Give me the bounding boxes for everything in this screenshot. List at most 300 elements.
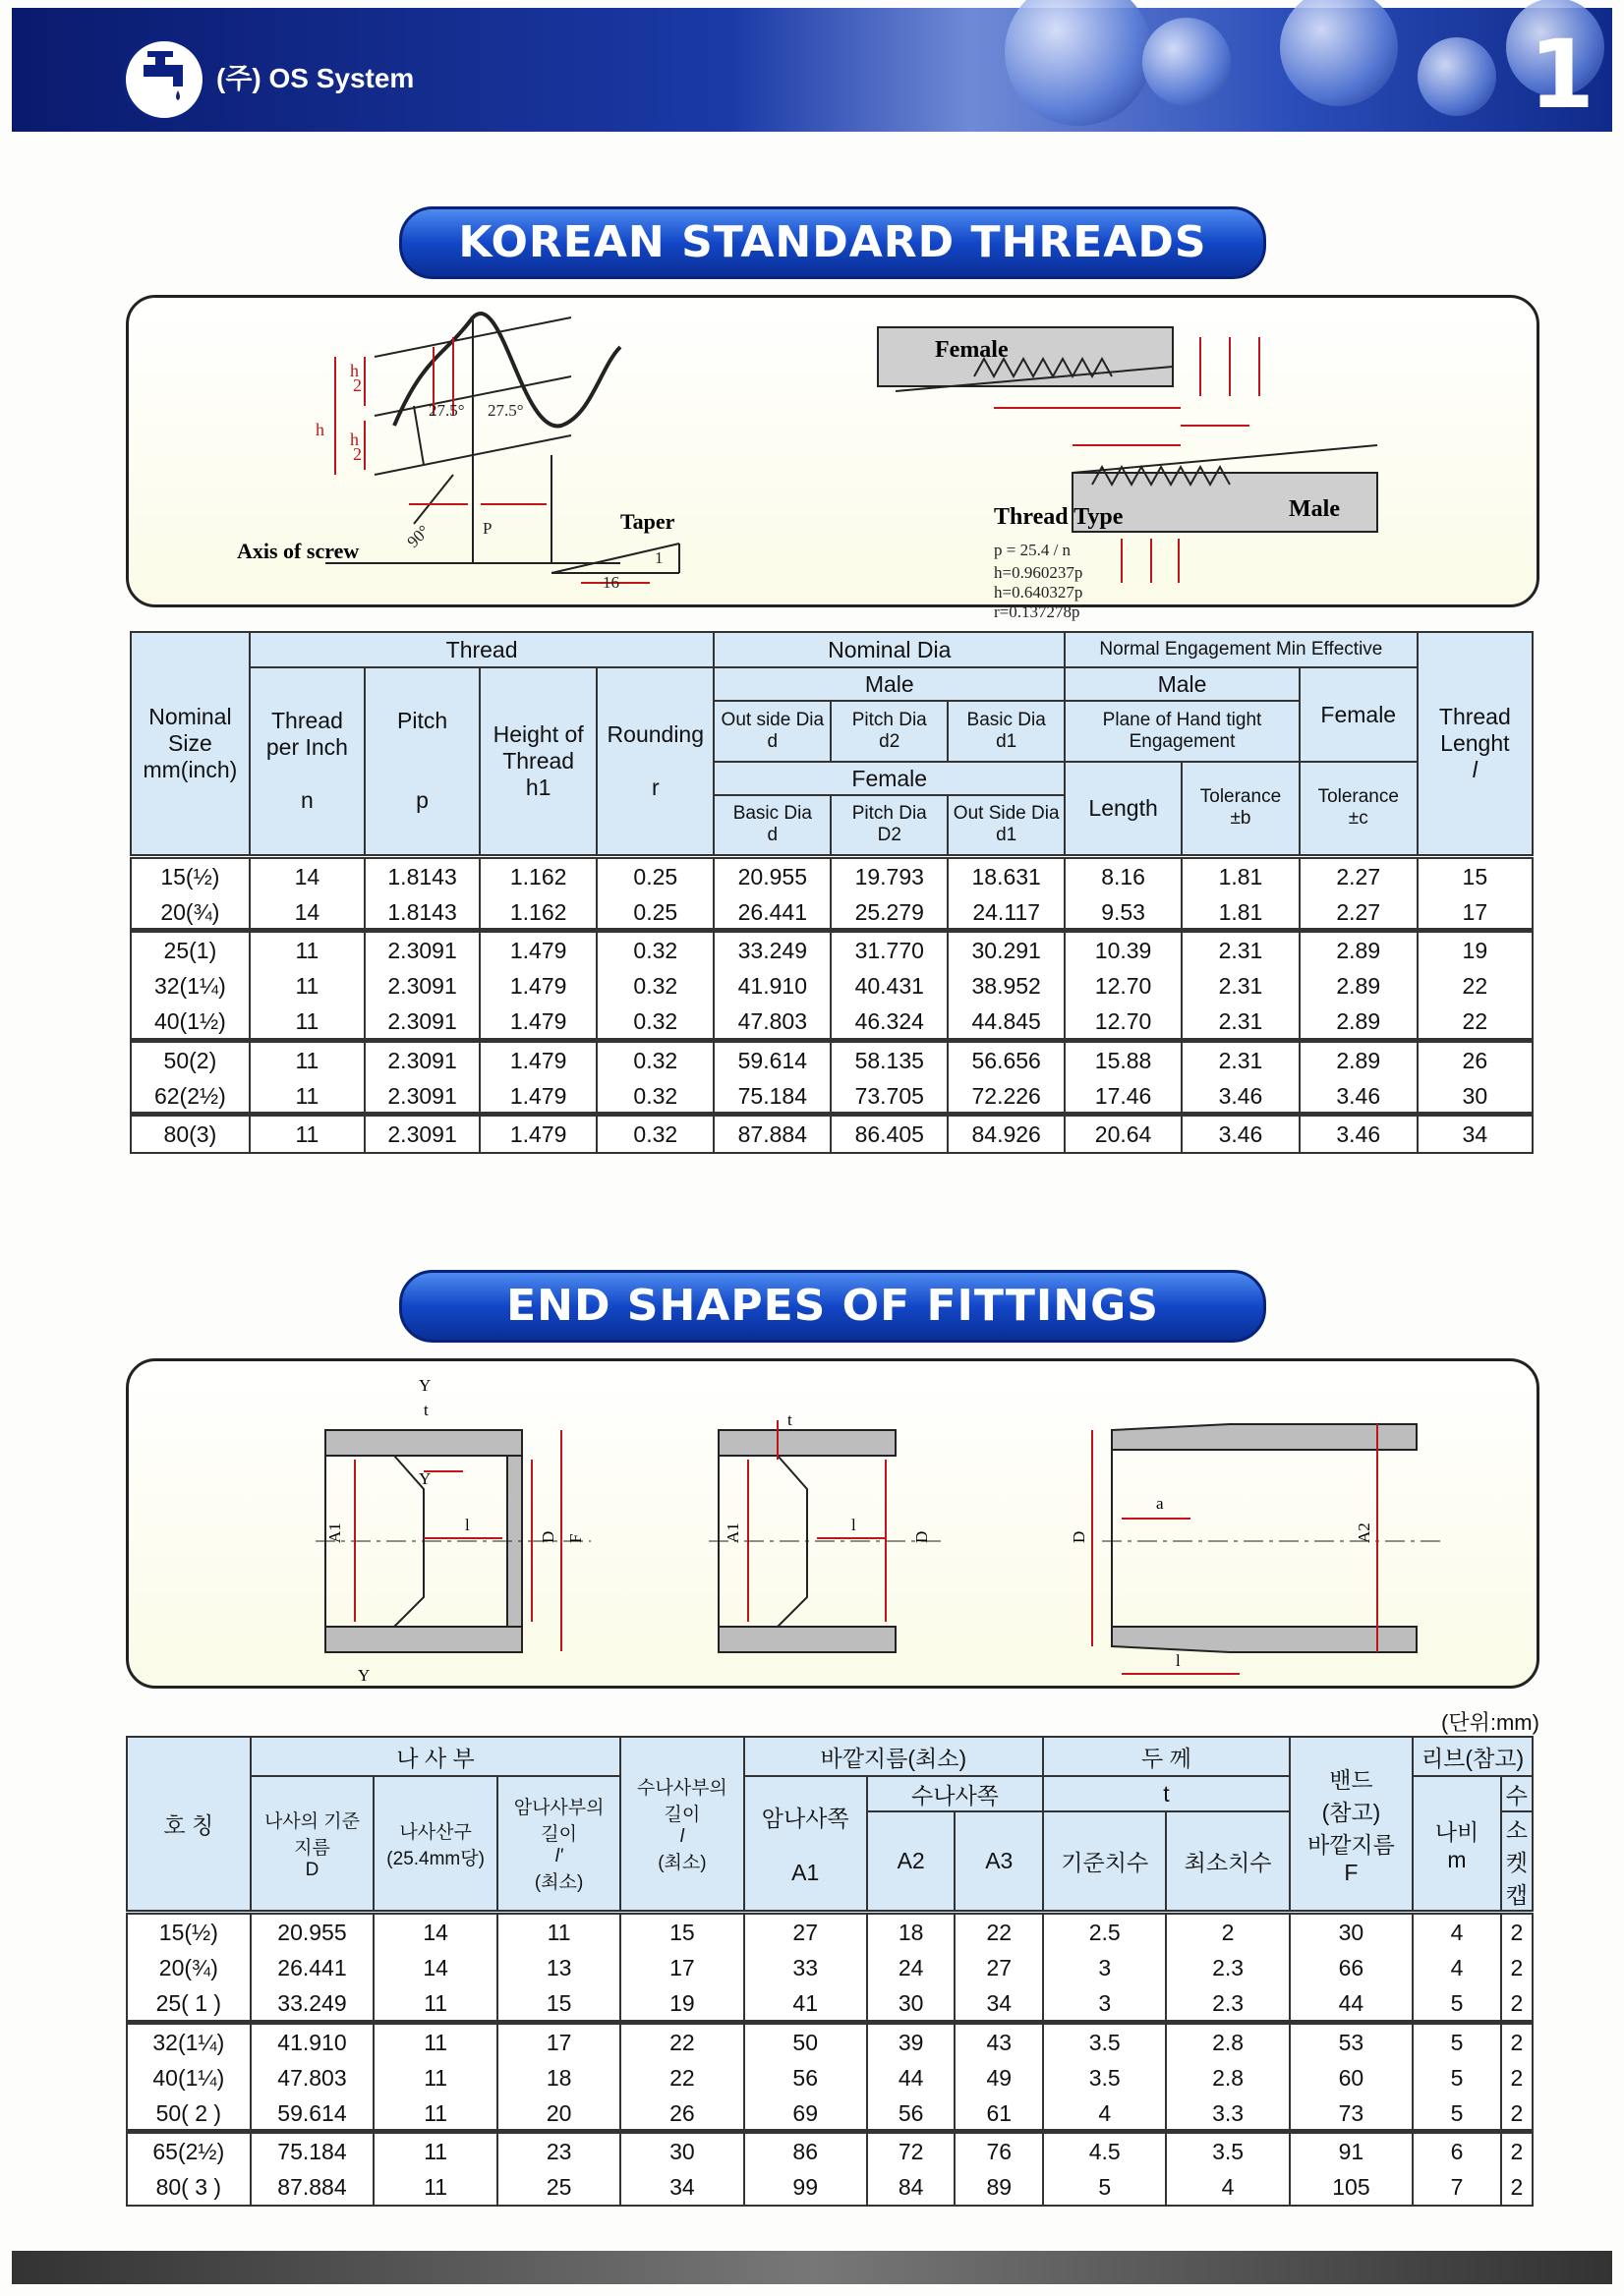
table-cell: 40(1½): [131, 1004, 250, 1040]
table-cell: 2.31: [1182, 1004, 1300, 1040]
fitting3-a-label: a: [1156, 1494, 1164, 1513]
formula-h1: h=0.640327p: [994, 583, 1083, 602]
table-cell: 4.5: [1043, 2132, 1166, 2170]
company-name: (주) OS System: [216, 63, 415, 93]
col-f-pitch-dia: Pitch Dia D2: [831, 795, 948, 856]
fitting1-f-label: F: [566, 1533, 585, 1543]
table-cell: 87.884: [714, 1115, 831, 1154]
col-rounding: Rounding r: [597, 667, 714, 856]
fitting1-t-label: t: [424, 1401, 429, 1419]
table-cell: 11: [497, 1913, 620, 1951]
fitting2-a1-label: A1: [724, 1522, 742, 1543]
table-cell: 31.770: [831, 931, 948, 969]
col-rib: 리브(참고): [1413, 1737, 1533, 1776]
col-eng-plane: Plane of Hand tight Engagement: [1065, 701, 1300, 762]
col-male: Male: [714, 667, 1065, 701]
table-cell: 12.70: [1065, 968, 1182, 1004]
table-cell: 2.31: [1182, 968, 1300, 1004]
table-cell: 105: [1290, 2169, 1413, 2206]
table-cell: 43: [955, 2022, 1043, 2060]
table-cell: 65(2½): [127, 2132, 251, 2170]
table-cell: 2.8: [1166, 2060, 1289, 2095]
section-title-fittings: END SHAPES OF FITTINGS: [399, 1270, 1266, 1343]
table-row: [127, 1950, 1533, 1985]
table-cell: 15: [1418, 856, 1533, 894]
col-male-len: 수나사부의 길이 l (최소): [620, 1737, 743, 1913]
angle-90-label: 90°: [403, 521, 434, 551]
fitting3-l-label: l: [1176, 1651, 1181, 1670]
table-cell: 6: [1413, 2132, 1501, 2170]
col-nominal-size: Nominal Size mm(inch): [131, 632, 250, 856]
table-cell: 4: [1043, 2095, 1166, 2132]
fitting2-l-label: l: [851, 1516, 856, 1534]
table-cell: 1.479: [480, 1004, 597, 1040]
table-cell: 20.64: [1065, 1115, 1182, 1154]
fitting2-d-label: D: [912, 1530, 931, 1543]
table-cell: 2: [1501, 1950, 1533, 1985]
table-cell: 40(1¼): [127, 2060, 251, 2095]
female-label: Female: [935, 337, 1009, 363]
col-thickness: 두 께: [1043, 1737, 1290, 1776]
table-cell: 34: [620, 2169, 743, 2206]
table-cell: 30.291: [948, 931, 1065, 969]
table-cell: 2.3091: [365, 1040, 480, 1078]
col-band: 밴드 (참고) 바깥지름 F: [1290, 1737, 1413, 1913]
table-cell: 47.803: [251, 2060, 375, 2095]
col-female-len: 암나사부의 길이 l' (최소): [497, 1776, 620, 1913]
table-cell: 26.441: [251, 1950, 375, 1985]
table-cell: 2: [1501, 2060, 1533, 2095]
table-cell: 2.89: [1300, 1004, 1418, 1040]
table-cell: 69: [744, 2095, 867, 2132]
table-cell: 87.884: [251, 2169, 375, 2206]
table-cell: 2.89: [1300, 968, 1418, 1004]
table-cell: 0.25: [597, 856, 714, 894]
table-cell: 11: [250, 1115, 365, 1154]
col-base-dia: 나사의 기준 지름 D: [251, 1776, 375, 1913]
fitting1-l-label: l: [465, 1516, 470, 1534]
table-cell: 18: [867, 1913, 956, 1951]
korean-threads-table: [130, 631, 1534, 1154]
table-row: [131, 1004, 1533, 1040]
table-cell: 15(½): [131, 856, 250, 894]
table-cell: 22: [1418, 968, 1533, 1004]
fittings-table: [126, 1736, 1534, 2207]
table-cell: 14: [374, 1950, 497, 1985]
col-a3: A3: [955, 1811, 1043, 1913]
svg-text:2: 2: [353, 375, 362, 395]
table-cell: 39: [867, 2022, 956, 2060]
table-row: [131, 931, 1533, 969]
table-cell: 47.803: [714, 1004, 831, 1040]
table-cell: 0.32: [597, 1115, 714, 1154]
taper-label: Taper: [620, 509, 675, 534]
table-cell: 72.226: [948, 1078, 1065, 1115]
table-cell: 27: [955, 1950, 1043, 1985]
table-cell: 5: [1413, 2095, 1501, 2132]
table-cell: 2.5: [1043, 1913, 1166, 1951]
col-std: 기준치수: [1043, 1811, 1166, 1913]
section-title-threads: KOREAN STANDARD THREADS: [399, 206, 1266, 279]
table-cell: 11: [374, 2060, 497, 2095]
col-tolerance-b: Tolerance ±b: [1182, 762, 1300, 856]
table-cell: 32(1¼): [131, 968, 250, 1004]
table-cell: 17: [620, 1950, 743, 1985]
table-cell: 3.3: [1166, 2095, 1289, 2132]
table-cell: 33: [744, 1950, 867, 1985]
table-cell: 91: [1290, 2132, 1413, 2170]
table-cell: 15: [620, 1913, 743, 1951]
table-cell: 2.3: [1166, 1985, 1289, 2022]
fitting1-y-bottom-label: Y: [358, 1666, 371, 1685]
table-cell: 1.479: [480, 968, 597, 1004]
col-pitch-dia: Pitch Dia d2: [831, 701, 948, 762]
table-cell: 0.32: [597, 1004, 714, 1040]
unit-label: (단위:mm): [1441, 1710, 1539, 1735]
table-cell: 1.8143: [365, 856, 480, 894]
table-cell: 1.162: [480, 894, 597, 931]
table-cell: 17.46: [1065, 1078, 1182, 1115]
col-female-side: 암나사쪽 A1: [744, 1776, 867, 1913]
table-cell: 10.39: [1065, 931, 1182, 969]
col-thread-part: 나 사 부: [251, 1737, 621, 1776]
korean-threads-table-head: [131, 632, 1533, 856]
table-cell: 73.705: [831, 1078, 948, 1115]
table-cell: 24: [867, 1950, 956, 1985]
table-cell: 1.479: [480, 1040, 597, 1078]
table-cell: 2.3091: [365, 968, 480, 1004]
col-name: 호 칭: [127, 1737, 251, 1913]
table-cell: 3: [1043, 1985, 1166, 2022]
table-cell: 25( 1 ): [127, 1985, 251, 2022]
table-cell: 3.5: [1043, 2060, 1166, 2095]
table-cell: 41.910: [714, 968, 831, 1004]
table-cell: 14: [250, 856, 365, 894]
table-cell: 2.3091: [365, 1115, 480, 1154]
col-pitch: Pitch p: [365, 667, 480, 856]
table-cell: 11: [374, 2095, 497, 2132]
table-cell: 4: [1166, 2169, 1289, 2206]
table-cell: 20.955: [251, 1913, 375, 1951]
page-number: 1: [1529, 20, 1595, 130]
table-cell: 2: [1501, 2132, 1533, 2170]
table-row: [127, 2060, 1533, 2095]
table-cell: 2: [1501, 2169, 1533, 2206]
col-out-side-dia: Out side Dia d: [714, 701, 831, 762]
table-row: [127, 2169, 1533, 2206]
fittings-table-body: [127, 1913, 1533, 2207]
col-thickness-sym: t: [1043, 1776, 1290, 1811]
table-cell: 2: [1501, 2022, 1533, 2060]
angle-right-label: 27.5°: [488, 401, 524, 420]
table-cell: 56: [744, 2060, 867, 2095]
thread-diagram: [126, 295, 1539, 621]
table-cell: 2.3091: [365, 1078, 480, 1115]
table-cell: 5: [1043, 2169, 1166, 2206]
table-cell: 84.926: [948, 1115, 1065, 1154]
table-cell: 44: [867, 2060, 956, 2095]
table-cell: 1.479: [480, 931, 597, 969]
table-cell: 11: [250, 1078, 365, 1115]
fitting2-t-label: t: [787, 1410, 792, 1429]
col-eng-male: Male: [1065, 667, 1300, 701]
table-cell: 11: [374, 2169, 497, 2206]
svg-text:h: h: [350, 361, 359, 380]
table-cell: 34: [955, 1985, 1043, 2022]
table-cell: 33.249: [251, 1985, 375, 2022]
table-cell: 4: [1413, 1950, 1501, 1985]
col-threads: 나사산구 (25.4mm당): [374, 1776, 497, 1913]
page-footer-bar: [12, 2251, 1612, 2284]
col-basic-dia: Basic Dia d1: [948, 701, 1065, 762]
table-cell: 20(¾): [131, 894, 250, 931]
col-nominal-dia: Nominal Dia: [714, 632, 1065, 667]
table-cell: 56: [867, 2095, 956, 2132]
table-cell: 44: [1290, 1985, 1413, 2022]
col-thread-length: Thread Lenght l: [1418, 632, 1533, 856]
table-cell: 19: [620, 1985, 743, 2022]
table-cell: 75.184: [251, 2132, 375, 2170]
table-cell: 8.16: [1065, 856, 1182, 894]
table-cell: 30: [620, 2132, 743, 2170]
table-cell: 38.952: [948, 968, 1065, 1004]
table-cell: 2.27: [1300, 894, 1418, 931]
faucet-logo-icon: [122, 37, 206, 122]
table-cell: 3.46: [1300, 1115, 1418, 1154]
taper-one-label: 1: [655, 548, 664, 567]
table-cell: 80( 3 ): [127, 2169, 251, 2206]
angle-left-label: 27.5°: [429, 401, 465, 420]
table-cell: 11: [374, 2132, 497, 2170]
table-cell: 2.89: [1300, 931, 1418, 969]
table-cell: 17: [497, 2022, 620, 2060]
col-engagement: Normal Engagement Min Effective: [1065, 632, 1418, 667]
table-cell: 11: [374, 1985, 497, 2022]
table-row: [131, 968, 1533, 1004]
table-cell: 89: [955, 2169, 1043, 2206]
axis-of-screw-label: Axis of screw: [237, 539, 360, 563]
table-row: [131, 1115, 1533, 1154]
svg-text:h: h: [350, 430, 359, 449]
table-cell: 19.793: [831, 856, 948, 894]
table-cell: 53: [1290, 2022, 1413, 2060]
table-cell: 2.3: [1166, 1950, 1289, 1985]
table-cell: 24.117: [948, 894, 1065, 931]
table-cell: 5: [1413, 2060, 1501, 2095]
formula-h: h=0.960237p: [994, 563, 1083, 582]
table-cell: 72: [867, 2132, 956, 2170]
table-cell: 1.479: [480, 1078, 597, 1115]
male-label: Male: [1289, 496, 1340, 522]
table-cell: 26: [1418, 1040, 1533, 1078]
table-cell: 2: [1501, 1985, 1533, 2022]
thread-type-label: Thread Type: [994, 504, 1124, 530]
table-cell: 2.3091: [365, 931, 480, 969]
col-f-basic-dia: Basic Dia d: [714, 795, 831, 856]
table-cell: 13: [497, 1950, 620, 1985]
table-cell: 2.8: [1166, 2022, 1289, 2060]
fittings-table-head: [127, 1737, 1533, 1913]
table-cell: 99: [744, 2169, 867, 2206]
table-cell: 7: [1413, 2169, 1501, 2206]
table-cell: 25.279: [831, 894, 948, 931]
table-cell: 2: [1501, 2095, 1533, 2132]
col-socket-cap: 소켓캡: [1501, 1811, 1533, 1913]
table-cell: 46.324: [831, 1004, 948, 1040]
table-cell: 22: [620, 2060, 743, 2095]
table-cell: 30: [1290, 1913, 1413, 1951]
table-cell: 5: [1413, 1985, 1501, 2022]
table-cell: 18.631: [948, 856, 1065, 894]
col-rib-count: 수: [1501, 1776, 1533, 1811]
table-cell: 15(½): [127, 1913, 251, 1951]
table-cell: 1.81: [1182, 894, 1300, 931]
table-cell: 15: [497, 1985, 620, 2022]
table-cell: 49: [955, 2060, 1043, 2095]
table-cell: 18: [497, 2060, 620, 2095]
table-cell: 1.8143: [365, 894, 480, 931]
table-cell: 44.845: [948, 1004, 1065, 1040]
table-cell: 80(3): [131, 1115, 250, 1154]
table-row: [131, 856, 1533, 894]
table-cell: 41.910: [251, 2022, 375, 2060]
table-cell: 15.88: [1065, 1040, 1182, 1078]
table-cell: 20.955: [714, 856, 831, 894]
table-row: [131, 894, 1533, 931]
table-cell: 0.32: [597, 931, 714, 969]
table-cell: 0.25: [597, 894, 714, 931]
col-rib-width: 나비 m: [1413, 1776, 1501, 1913]
col-f-out-side-dia: Out Side Dia d1: [948, 795, 1065, 856]
col-tolerance-c: Tolerance ±c: [1300, 762, 1418, 856]
table-cell: 50: [744, 2022, 867, 2060]
table-cell: 33.249: [714, 931, 831, 969]
table-cell: 58.135: [831, 1040, 948, 1078]
table-cell: 61: [955, 2095, 1043, 2132]
table-cell: 25(1): [131, 931, 250, 969]
table-cell: 41: [744, 1985, 867, 2022]
table-row: [127, 2132, 1533, 2170]
col-threads-per-inch: Thread per Inch n: [250, 667, 365, 856]
table-cell: 2.27: [1300, 856, 1418, 894]
table-cell: 12.70: [1065, 1004, 1182, 1040]
table-cell: 1.479: [480, 1115, 597, 1154]
table-row: [127, 1985, 1533, 2022]
table-cell: 11: [250, 1040, 365, 1078]
table-row: [127, 2022, 1533, 2060]
table-cell: 40.431: [831, 968, 948, 1004]
table-cell: 75.184: [714, 1078, 831, 1115]
table-cell: 11: [250, 1004, 365, 1040]
pitch-label: P: [483, 519, 493, 538]
korean-threads-table-body: [131, 856, 1533, 1153]
table-cell: 3.46: [1300, 1078, 1418, 1115]
table-cell: 27: [744, 1913, 867, 1951]
table-cell: 2: [1501, 1913, 1533, 1951]
fitting3-d-label: D: [1070, 1530, 1088, 1543]
table-cell: 2.31: [1182, 931, 1300, 969]
table-cell: 1.81: [1182, 856, 1300, 894]
formula-r: r=0.137278p: [994, 603, 1080, 621]
table-cell: 14: [250, 894, 365, 931]
table-cell: 73: [1290, 2095, 1413, 2132]
fitting1-a1-label: A1: [325, 1522, 344, 1543]
table-cell: 2: [1166, 1913, 1289, 1951]
col-height: Height of Thread h1: [480, 667, 597, 856]
table-cell: 19: [1418, 931, 1533, 969]
table-cell: 50(2): [131, 1040, 250, 1078]
table-cell: 84: [867, 2169, 956, 2206]
table-cell: 3.5: [1043, 2022, 1166, 2060]
fitting1-y-mid-label: Y: [419, 1469, 432, 1488]
table-cell: 66: [1290, 1950, 1413, 1985]
table-cell: 26: [620, 2095, 743, 2132]
table-cell: 2.31: [1182, 1040, 1300, 1078]
table-cell: 30: [867, 1985, 956, 2022]
table-cell: 20: [497, 2095, 620, 2132]
table-cell: 0.32: [597, 1040, 714, 1078]
table-cell: 3: [1043, 1950, 1166, 1985]
table-cell: 22: [620, 2022, 743, 2060]
fittings-diagram: [126, 1358, 1539, 1689]
table-cell: 34: [1418, 1115, 1533, 1154]
table-cell: 2.89: [1300, 1040, 1418, 1078]
table-cell: 76: [955, 2132, 1043, 2170]
table-cell: 5: [1413, 2022, 1501, 2060]
col-min: 최소치수: [1166, 1811, 1289, 1913]
table-cell: 11: [250, 968, 365, 1004]
table-cell: 11: [374, 2022, 497, 2060]
table-row: [127, 2095, 1533, 2132]
table-cell: 9.53: [1065, 894, 1182, 931]
h-label: h: [316, 420, 324, 439]
table-cell: 62(2½): [131, 1078, 250, 1115]
table-cell: 0.32: [597, 968, 714, 1004]
taper-length-label: 16: [603, 573, 619, 592]
table-cell: 0.32: [597, 1078, 714, 1115]
table-cell: 26.441: [714, 894, 831, 931]
table-cell: 32(1¼): [127, 2022, 251, 2060]
table-cell: 2.3091: [365, 1004, 480, 1040]
table-cell: 59.614: [251, 2095, 375, 2132]
col-thread: Thread: [250, 632, 715, 667]
fitting1-d-label: D: [539, 1530, 557, 1543]
table-cell: 23: [497, 2132, 620, 2170]
table-cell: 3.46: [1182, 1115, 1300, 1154]
table-cell: 30: [1418, 1078, 1533, 1115]
col-male-side: 수나사쪽: [867, 1776, 1043, 1811]
fitting3-a2-label: A2: [1355, 1522, 1373, 1543]
table-cell: 25: [497, 2169, 620, 2206]
table-cell: 22: [955, 1913, 1043, 1951]
table-row: [131, 1078, 1533, 1115]
col-length: Length: [1065, 762, 1182, 856]
table-cell: 4: [1413, 1913, 1501, 1951]
table-cell: 56.656: [948, 1040, 1065, 1078]
col-a2: A2: [867, 1811, 956, 1913]
table-cell: 86.405: [831, 1115, 948, 1154]
table-cell: 22: [1418, 1004, 1533, 1040]
table-cell: 17: [1418, 894, 1533, 931]
table-cell: 60: [1290, 2060, 1413, 2095]
col-outer-dia: 바깥지름(최소): [744, 1737, 1044, 1776]
fitting1-y-top-label: Y: [419, 1376, 432, 1395]
table-row: [131, 1040, 1533, 1078]
table-cell: 59.614: [714, 1040, 831, 1078]
table-cell: 11: [250, 931, 365, 969]
svg-text:2: 2: [353, 444, 362, 464]
col-eng-female: Female: [1300, 667, 1418, 762]
